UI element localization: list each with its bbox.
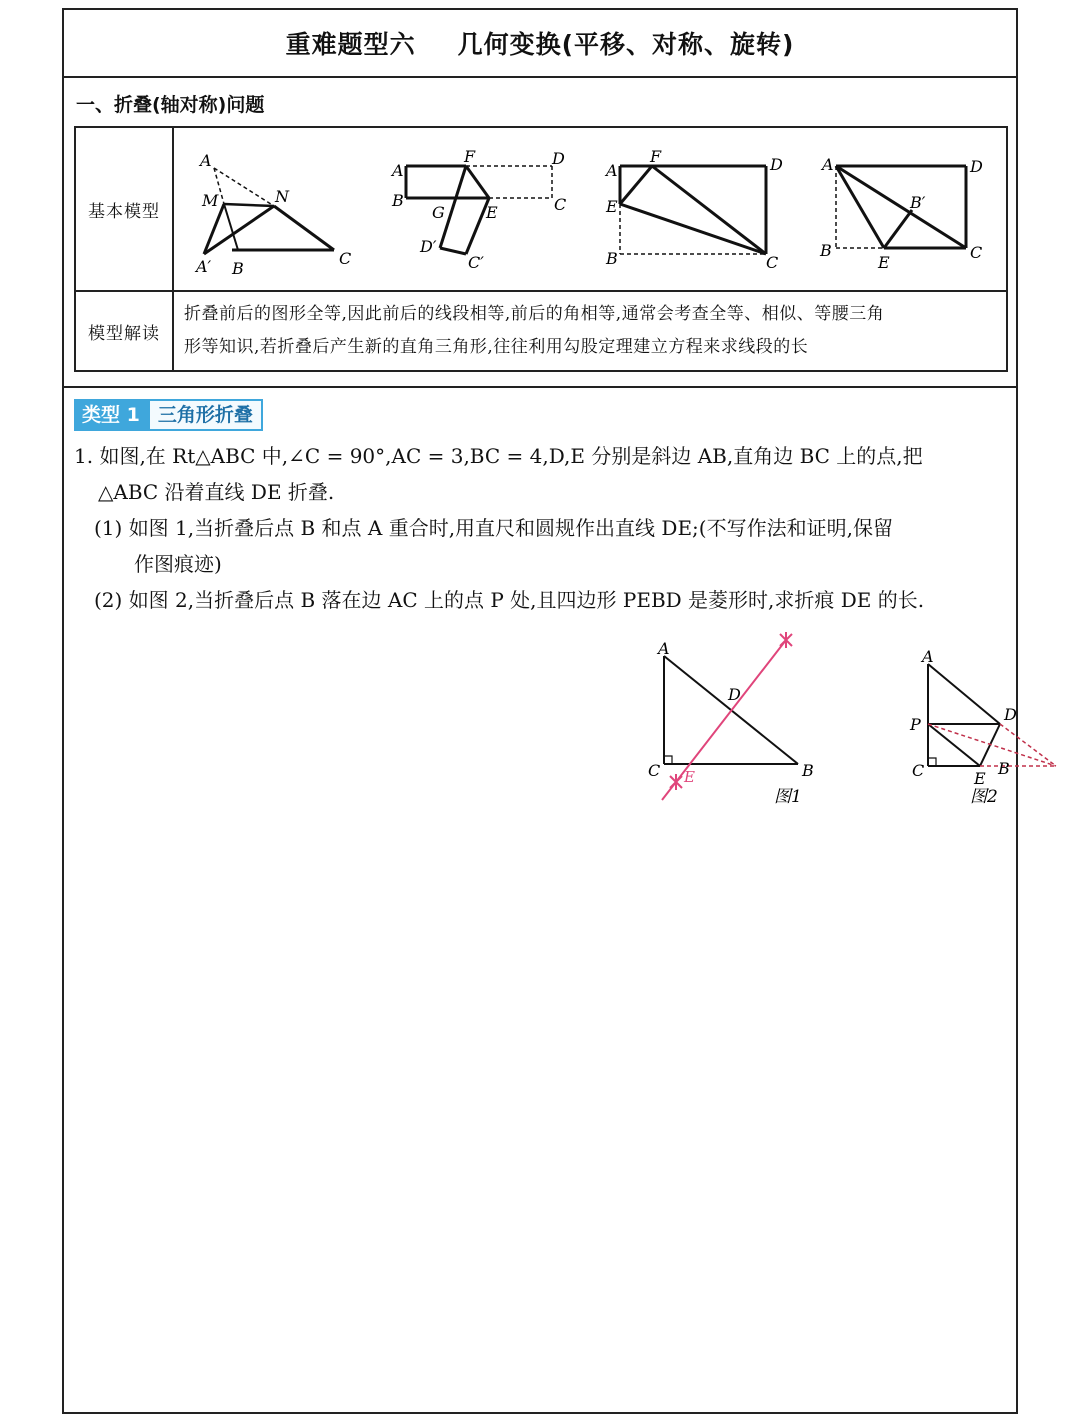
fig2-label-C: C [554,195,567,214]
fig4-label-D: D [970,157,983,176]
figure2-caption: 图2 [970,787,998,807]
type-name: 三角形折叠 [148,399,263,431]
fig3-label-C: C [766,253,779,272]
interpretation-text [173,291,1007,371]
fig1-label-B: B [232,259,244,278]
fig1-label-N: N [275,187,289,206]
fig1-label-M: M [202,191,219,210]
fig4-label-B1: B′ [910,193,926,212]
fig3-label-B: B [606,249,618,268]
p-fig1-label-E: E [684,768,695,786]
fig2-label-D1: D′ [420,237,437,256]
fig1-label-C: C [339,249,352,268]
fig3-label-E: E [606,197,618,216]
basic-model-figures [173,127,1007,291]
p-fig1-label-D: D [728,685,741,704]
fig3-label-F: F [650,147,662,166]
model-figure-4 [836,166,966,248]
fig2-label-E: E [486,203,498,222]
problem-1 [74,438,1010,618]
p-fig2-label-E: E [974,769,986,788]
fig2-label-D: D [552,149,565,168]
problem-figure-2-dashed [928,724,1056,766]
fig2-label-B: B [392,191,404,210]
problem-part1-line1: (1) 如图 1,当折叠后点 B 和点 A 重合时,用直尺和圆规作出直线 DE;(不写作法和证明,保留 [94,516,893,540]
section-title: 一、折叠(轴对称)问题 [76,94,265,116]
type-number: 类型 1 [74,399,148,431]
model-table [74,126,1008,372]
problem-figure-2 [928,664,1000,766]
fig1-label-A1: A′ [196,257,212,276]
fig1-label-A: A [200,151,212,170]
fig2-label-C1: C′ [468,253,484,272]
p-fig1-label-B: B [802,761,814,780]
p-fig2-label-D: D [1004,705,1017,724]
fig4-label-A: A [822,155,834,174]
fig4-label-E: E [878,253,890,272]
interpretation-line-2: 形等知识,若折叠后产生新的直角三角形,往往利用勾股定理建立方程来求线段的长 [184,337,809,357]
title-left: 重难题型六 [285,30,416,59]
p-fig2-label-B: B [998,759,1010,778]
fig2-label-G: G [432,203,445,222]
basic-model-label: 基本模型 [75,127,173,291]
title-right: 几何变换(平移、对称、旋转) [457,30,795,59]
p-fig2-label-P: P [910,715,921,734]
fig2-label-A: A [392,161,404,180]
fig4-label-B: B [820,241,832,260]
model-figure-3 [620,166,766,254]
problem-part2: (2) 如图 2,当折叠后点 B 落在边 AC 上的点 P 处,且四边形 PEBD 是菱形时,求折痕 DE 的长. [94,588,925,612]
problem-part1-line2: 作图痕迹) [134,552,222,576]
problem-figure-1-bisector [662,632,792,800]
page-title [64,10,1016,78]
fig4-label-C: C [970,243,983,262]
model-figure-1 [204,168,334,254]
p-fig2-label-A: A [922,647,934,666]
p-fig2-label-C: C [912,761,925,780]
fig2-label-F: F [464,147,476,166]
section-divider [64,386,1016,388]
problem-line-1: 1. 如图,在 Rt△ABC 中,∠C = 90°,AC = 3,BC = 4,D,E 分别是斜边 AB,直角边 BC 上的点,把 [74,444,923,468]
fig3-label-A: A [606,161,618,180]
interpretation-line-1: 折叠前后的图形全等,因此前后的线段相等,前后的角相等,通常会考查全等、相似、等腰三角 [184,304,885,324]
problem-line-2: △ABC 沿着直线 DE 折叠. [98,480,335,504]
interpretation-label: 模型解读 [75,291,173,371]
problem-figures [644,624,1017,814]
type-tag [74,399,263,431]
p-fig1-label-A: A [658,639,670,658]
fig3-label-D: D [770,155,783,174]
basic-model-svg [174,128,1006,286]
p-fig1-label-C: C [648,761,661,780]
figure1-caption: 图1 [774,787,802,807]
page-frame [62,8,1018,1414]
